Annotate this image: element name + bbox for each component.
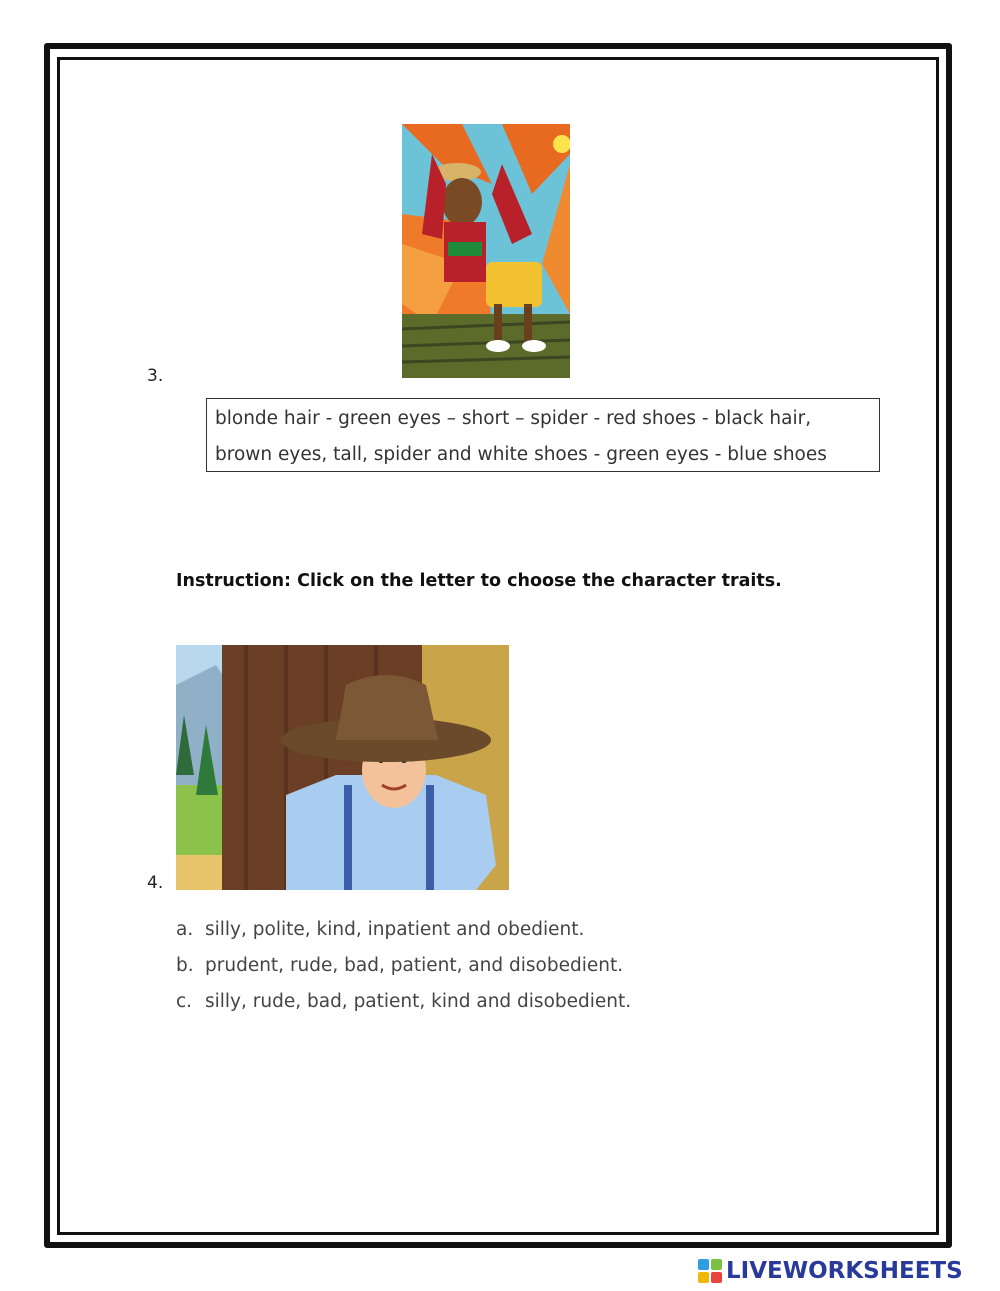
question-3-number: 3. — [147, 366, 164, 386]
word-bank-box — [206, 398, 880, 472]
character-illustration-spider-kid — [402, 124, 570, 378]
option-text: silly, polite, kind, inpatient and obedient. — [205, 919, 585, 940]
option-letter[interactable]: c. — [176, 991, 193, 1012]
logo-tile — [711, 1272, 722, 1283]
option-text: prudent, rude, bad, patient, and disobedient. — [205, 955, 624, 976]
option-letter[interactable]: a. — [176, 919, 194, 940]
instruction-text: Instruction: Click on the letter to choose the character traits. — [176, 571, 782, 591]
answer-options — [176, 916, 776, 1024]
question-4-number: 4. — [147, 873, 164, 893]
logo-icon — [698, 1259, 722, 1283]
option-text: silly, rude, bad, patient, kind and disobedient. — [205, 991, 632, 1012]
word-bank-line: brown eyes, tall, spider and white shoes - green eyes - blue shoes — [215, 444, 827, 465]
liveworksheets-logo — [698, 1256, 963, 1286]
logo-tile — [698, 1259, 709, 1270]
option-c[interactable] — [176, 988, 776, 1024]
logo-tile — [711, 1259, 722, 1270]
option-b[interactable] — [176, 952, 776, 988]
logo-tile — [698, 1272, 709, 1283]
option-a[interactable] — [176, 916, 776, 952]
option-letter[interactable]: b. — [176, 955, 194, 976]
word-bank-line: blonde hair - green eyes – short – spider - red shoes - black hair, — [215, 408, 812, 429]
character-illustration-farm-boy — [176, 645, 509, 890]
logo-text: LIVEWORKSHEETS — [726, 1258, 963, 1284]
